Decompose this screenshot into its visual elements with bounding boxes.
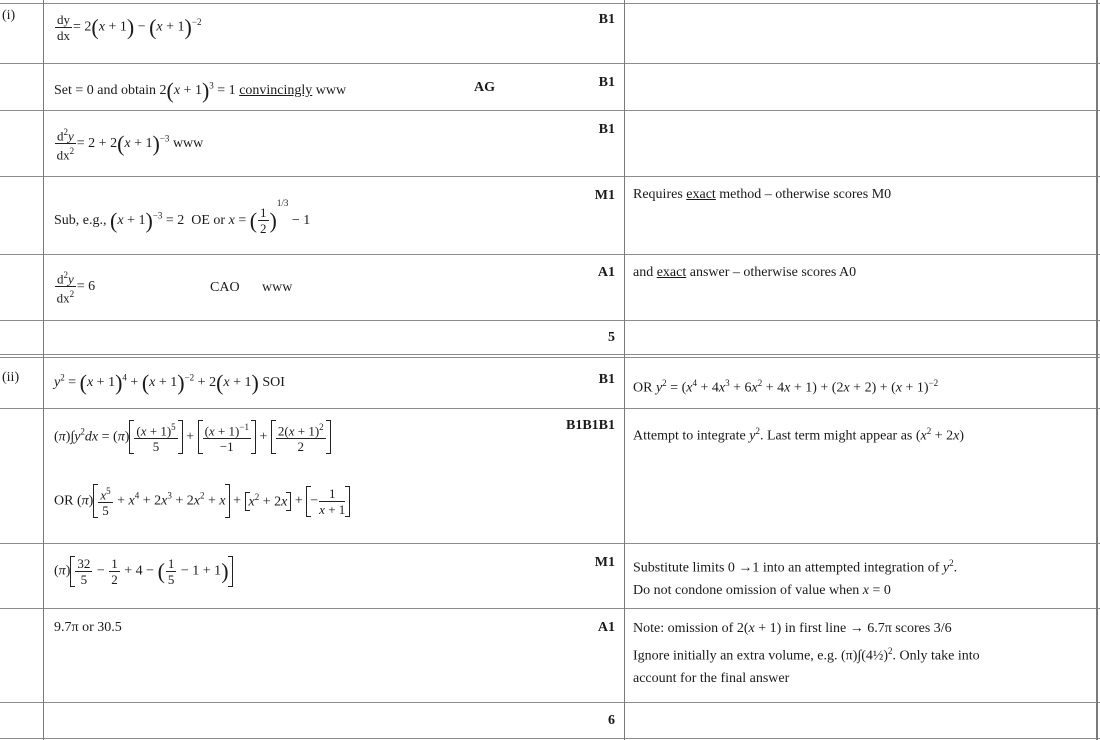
row-divider [0, 320, 1100, 321]
row-divider [0, 63, 1100, 64]
working-i-5: $\frac{d^2y}{dx^2}$ = 6 [56, 270, 96, 306]
working-ii-4: 9.7π or 30.5 [54, 620, 122, 635]
guidance-i-4 [633, 184, 891, 206]
working-ii-3: (π) $\frac{32}{5}$ − $\frac{1}{2}$ + 4 − ( $\frac{1}{5}$ − 1 + 1) [54, 556, 233, 587]
cao-text: CAO [210, 280, 240, 295]
row-divider [0, 408, 1100, 409]
working-text: Sub, e.g., [54, 213, 107, 228]
guidance-text: Note: omission of [633, 621, 734, 636]
mark-i-5: A1 [597, 265, 615, 280]
www-text: www [172, 136, 204, 152]
part-label-ii: (ii) [2, 370, 20, 385]
emphasis-text: exact [686, 187, 716, 202]
total-marks-i: 5 [608, 330, 615, 345]
column-divider [624, 0, 625, 740]
soi-text: SOI [262, 375, 285, 391]
working-ii-2b: OR (π) $\frac{x^5}{5}$ + $x^4 + 2x^3 + 2x^2 + x + x^2 + 2x$ + − $\frac{1}{x + 1}$ [54, 484, 350, 518]
mark-i-3: B1 [598, 122, 615, 137]
emphasis-text: exact [656, 265, 687, 280]
mark-ii-2: B1B1B1 [565, 418, 615, 433]
or-text: OR [54, 493, 74, 509]
mark-i-4: M1 [594, 188, 615, 203]
working-ii-2a: $(\pi)\int y^2dx = (\pi)$ $\frac{(x + 1)^5}{5}$ + $\frac{(x + 1)^{-1}}{-1}$ + $\frac{2(x + 1)^2}{2}$ [54, 420, 331, 454]
table-border-bottom [0, 738, 1100, 739]
guidance-ii-1: OR $y^2 = (x^4 + 4x^3 + 6x^2 + 4x + 1) + (2x + 2) + (x + 1)^{-2}$ [633, 378, 939, 396]
guidance-text: method – otherwise scores M0 [719, 187, 892, 202]
working-i-1: $\frac{dy}{dx}$ = $2(x + 1) - (x + 1)^{-2}$ [57, 12, 202, 43]
www-text: www [262, 280, 293, 295]
guidance-text: Ignore initially an extra volume, e.g. (π)∫(4½) [633, 648, 889, 664]
guidance-text: Do not condone omission of value when [633, 582, 860, 598]
www-text: www [315, 83, 347, 99]
guidance-text: in first line → 6.7π scores 3/6 [784, 621, 952, 636]
column-divider [43, 0, 44, 740]
guidance-text: Substitute limits 0 →1 into an attempted integration of [633, 560, 940, 576]
table-border-right [1096, 0, 1098, 740]
working-text: Set = 0 and obtain [54, 83, 156, 99]
guidance-text: account for the final answer [633, 670, 790, 686]
guidance-ii-2: Attempt to integrate $y^2$. Last term might appear as $(x^2 + 2x)$ [633, 426, 965, 444]
row-divider [0, 254, 1100, 255]
guidance-ii-4: Note: omission of 2(x + 1) in first line → 6.7π scores 3/6 Ignore initially an extra volume, e.g. (π)∫(4½)$^2$. Only take into account for the final answer [633, 621, 980, 686]
mark-i-1: B1 [598, 12, 615, 27]
oe-text: OE or [191, 213, 226, 228]
mark-ii-3: M1 [594, 555, 615, 570]
working-i-2: Set = 0 and obtain $2(x + 1)^3 = 1$ convincingly www [54, 78, 347, 103]
mark-ii-4: A1 [597, 620, 615, 635]
guidance-ii-3: Substitute limits 0 →1 into an attempted integration of $y^2$. Do not condone omission of value when x = 0 [633, 558, 958, 598]
guidance-text: Attempt to integrate [633, 428, 746, 444]
mark-ii-1: B1 [598, 372, 615, 387]
part-divider [0, 354, 1100, 355]
guidance-text: . Last term might appear as [759, 428, 913, 444]
ag-tag: AG [474, 80, 495, 95]
or-text: OR [633, 380, 653, 396]
emphasis-text: convincingly [239, 83, 313, 99]
working-i-3: $\frac{d^2y}{dx^2}$ = $2 + 2(x + 1)^{-3}$ www [56, 127, 204, 163]
working-i-4: Sub, e.g., $(x + 1)^{-3} = 2$ OE or x = ( $\frac{1}{2}$ )$^{1/3}$ − 1 [54, 198, 311, 237]
part-label-i: (i) [2, 8, 16, 23]
working-ii-1: $y^2 = (x + 1)^4 + (x + 1)^{-2} + 2(x + 1)$ SOI [54, 370, 285, 395]
guidance-text: Requires [633, 187, 683, 202]
total-marks-ii: 6 [608, 713, 615, 728]
row-divider [0, 110, 1100, 111]
row-divider [0, 608, 1100, 609]
guidance-i-5 [633, 262, 856, 284]
guidance-text: and [633, 265, 654, 280]
table-border-top [0, 3, 1100, 4]
part-divider [0, 357, 1100, 358]
guidance-text: . Only take into [892, 648, 980, 664]
row-divider [0, 702, 1100, 703]
mark-i-2: B1 [598, 75, 615, 90]
row-divider [0, 543, 1100, 544]
row-divider [0, 176, 1100, 177]
guidance-text: answer – otherwise scores A0 [689, 265, 857, 280]
